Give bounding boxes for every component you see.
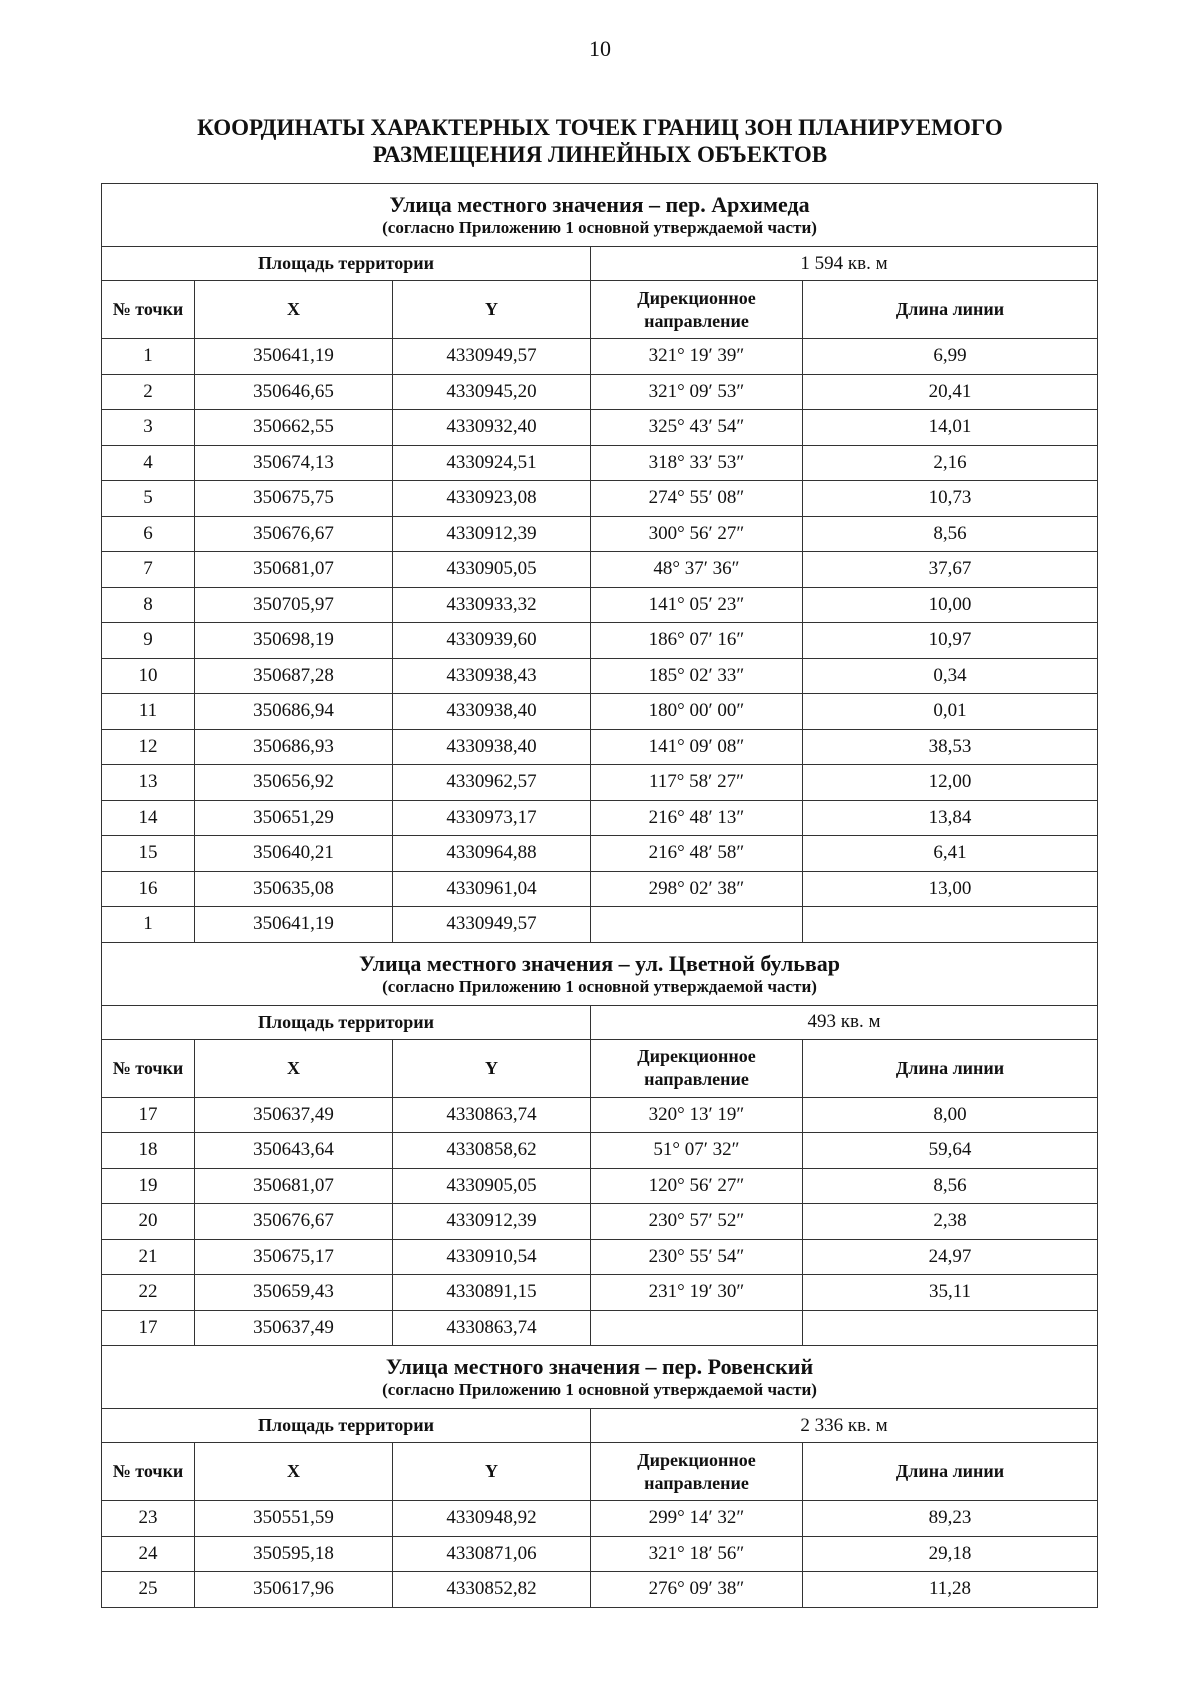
col-header-direction [591, 281, 803, 339]
line-length [803, 1310, 1098, 1346]
direction-angle: 321° 18′ 56″ [591, 1536, 803, 1572]
y-coordinate: 4330912,39 [393, 516, 591, 552]
direction-angle: 117° 58′ 27″ [591, 765, 803, 801]
y-coordinate: 4330948,92 [393, 1501, 591, 1537]
direction-angle: 185° 02′ 33″ [591, 658, 803, 694]
line-length: 20,41 [803, 374, 1098, 410]
direction-angle: 186° 07′ 16″ [591, 623, 803, 659]
direction-angle [591, 907, 803, 943]
point-number: 13 [102, 765, 195, 801]
y-coordinate: 4330912,39 [393, 1204, 591, 1240]
area-label: Площадь территории [102, 1005, 591, 1039]
y-coordinate: 4330932,40 [393, 410, 591, 446]
section-title: Улица местного значения – пер. Ровенский [385, 1354, 814, 1379]
point-number: 19 [102, 1168, 195, 1204]
section-heading-cell [102, 942, 1098, 1005]
y-coordinate: 4330863,74 [393, 1097, 591, 1133]
section-subtitle: (согласно Приложению 1 основной утверждаемой части) [382, 218, 817, 237]
line-length: 24,97 [803, 1239, 1098, 1275]
direction-angle: 120° 56′ 27″ [591, 1168, 803, 1204]
direction-angle: 321° 09′ 53″ [591, 374, 803, 410]
table-row [102, 410, 1098, 446]
table-row [102, 1275, 1098, 1311]
area-label: Площадь территории [102, 247, 591, 281]
section-header [102, 184, 1098, 247]
line-length: 6,41 [803, 836, 1098, 872]
table-row [102, 1536, 1098, 1572]
x-coordinate: 350659,43 [195, 1275, 393, 1311]
y-coordinate: 4330923,08 [393, 481, 591, 517]
direction-angle: 318° 33′ 53″ [591, 445, 803, 481]
table-row [102, 481, 1098, 517]
table-row [102, 871, 1098, 907]
col-header-point: № точки [102, 281, 195, 339]
direction-angle: 180° 00′ 00″ [591, 694, 803, 730]
col-header-direction-line-2: направление [644, 310, 749, 331]
point-number: 7 [102, 552, 195, 588]
point-number: 4 [102, 445, 195, 481]
table-row [102, 658, 1098, 694]
coordinates-table-body [102, 184, 1098, 1608]
direction-angle: 230° 55′ 54″ [591, 1239, 803, 1275]
y-coordinate: 4330933,32 [393, 587, 591, 623]
section-header [102, 1346, 1098, 1409]
point-number: 6 [102, 516, 195, 552]
x-coordinate: 350551,59 [195, 1501, 393, 1537]
col-header-x: X [195, 281, 393, 339]
col-header-direction-line-1: Дирекционное [637, 287, 756, 308]
column-header-row [102, 281, 1098, 339]
table-row [102, 339, 1098, 375]
x-coordinate: 350641,19 [195, 339, 393, 375]
x-coordinate: 350674,13 [195, 445, 393, 481]
x-coordinate: 350643,64 [195, 1133, 393, 1169]
y-coordinate: 4330938,40 [393, 694, 591, 730]
x-coordinate: 350635,08 [195, 871, 393, 907]
point-number: 20 [102, 1204, 195, 1240]
point-number: 5 [102, 481, 195, 517]
y-coordinate: 4330852,82 [393, 1572, 591, 1608]
col-header-direction-line-1: Дирекционное [637, 1046, 756, 1066]
table-row [102, 694, 1098, 730]
point-number: 15 [102, 836, 195, 872]
x-coordinate: 350640,21 [195, 836, 393, 872]
col-header-direction [591, 1039, 803, 1097]
point-number: 22 [102, 1275, 195, 1311]
x-coordinate: 350641,19 [195, 907, 393, 943]
line-length: 10,00 [803, 587, 1098, 623]
table-row [102, 445, 1098, 481]
point-number: 2 [102, 374, 195, 410]
line-length: 29,18 [803, 1536, 1098, 1572]
x-coordinate: 350698,19 [195, 623, 393, 659]
col-header-direction-line-1: Дирекционное [637, 1449, 756, 1470]
direction-angle: 320° 13′ 19″ [591, 1097, 803, 1133]
point-number: 24 [102, 1536, 195, 1572]
y-coordinate: 4330905,05 [393, 552, 591, 588]
y-coordinate: 4330924,51 [393, 445, 591, 481]
direction-angle: 216° 48′ 13″ [591, 800, 803, 836]
line-length: 37,67 [803, 552, 1098, 588]
y-coordinate: 4330949,57 [393, 339, 591, 375]
section-title: Улица местного значения – пер. Архимеда [389, 192, 810, 217]
section-subtitle: (согласно Приложению 1 основной утверждаемой части) [382, 1380, 817, 1399]
y-coordinate: 4330961,04 [393, 871, 591, 907]
area-row [102, 247, 1098, 281]
col-header-length: Длина линии [803, 1443, 1098, 1501]
point-number: 21 [102, 1239, 195, 1275]
direction-angle: 231° 19′ 30″ [591, 1275, 803, 1311]
direction-angle: 321° 19′ 39″ [591, 339, 803, 375]
table-row [102, 552, 1098, 588]
table-row [102, 1168, 1098, 1204]
table-row [102, 623, 1098, 659]
section-heading-cell [102, 184, 1098, 247]
x-coordinate: 350651,29 [195, 800, 393, 836]
document-title-line-2: РАЗМЕЩЕНИЯ ЛИНЕЙНЫХ ОБЪЕКТОВ [372, 142, 828, 167]
table-row [102, 1239, 1098, 1275]
point-number: 17 [102, 1310, 195, 1346]
line-length: 8,56 [803, 516, 1098, 552]
y-coordinate: 4330962,57 [393, 765, 591, 801]
line-length: 59,64 [803, 1133, 1098, 1169]
x-coordinate: 350687,28 [195, 658, 393, 694]
section-heading-cell [102, 1346, 1098, 1409]
page-number: 10 [589, 36, 611, 61]
area-row [102, 1005, 1098, 1039]
area-row [102, 1409, 1098, 1443]
line-length: 6,99 [803, 339, 1098, 375]
column-header-row [102, 1039, 1098, 1097]
col-header-length: Длина линии [803, 1039, 1098, 1097]
y-coordinate: 4330858,62 [393, 1133, 591, 1169]
y-coordinate: 4330871,06 [393, 1536, 591, 1572]
line-length: 13,84 [803, 800, 1098, 836]
col-header-y: Y [393, 1039, 591, 1097]
point-number: 18 [102, 1133, 195, 1169]
line-length: 0,34 [803, 658, 1098, 694]
x-coordinate: 350646,65 [195, 374, 393, 410]
direction-angle [591, 1310, 803, 1346]
direction-angle: 276° 09′ 38″ [591, 1572, 803, 1608]
x-coordinate: 350686,94 [195, 694, 393, 730]
y-coordinate: 4330964,88 [393, 836, 591, 872]
line-length: 8,00 [803, 1097, 1098, 1133]
x-coordinate: 350656,92 [195, 765, 393, 801]
section-header [102, 942, 1098, 1005]
point-number: 3 [102, 410, 195, 446]
col-header-y: Y [393, 1443, 591, 1501]
point-number: 25 [102, 1572, 195, 1608]
x-coordinate: 350676,67 [195, 516, 393, 552]
line-length [803, 907, 1098, 943]
line-length: 2,38 [803, 1204, 1098, 1240]
point-number: 17 [102, 1097, 195, 1133]
section-subtitle: (согласно Приложению 1 основной утверждаемой части) [382, 976, 817, 996]
table-row [102, 1133, 1098, 1169]
point-number: 23 [102, 1501, 195, 1537]
table-row [102, 907, 1098, 943]
point-number: 1 [102, 907, 195, 943]
line-length: 12,00 [803, 765, 1098, 801]
col-header-direction-line-2: направление [644, 1069, 749, 1089]
point-number: 12 [102, 729, 195, 765]
table-row [102, 374, 1098, 410]
line-length: 89,23 [803, 1501, 1098, 1537]
y-coordinate: 4330949,57 [393, 907, 591, 943]
line-length: 13,00 [803, 871, 1098, 907]
y-coordinate: 4330905,05 [393, 1168, 591, 1204]
point-number: 1 [102, 339, 195, 375]
column-header-row [102, 1443, 1098, 1501]
table-row [102, 1501, 1098, 1537]
y-coordinate: 4330938,43 [393, 658, 591, 694]
line-length: 8,56 [803, 1168, 1098, 1204]
table-row [102, 836, 1098, 872]
x-coordinate: 350675,75 [195, 481, 393, 517]
area-label: Площадь территории [102, 1409, 591, 1443]
col-header-point: № точки [102, 1039, 195, 1097]
x-coordinate: 350662,55 [195, 410, 393, 446]
x-coordinate: 350617,96 [195, 1572, 393, 1608]
point-number: 16 [102, 871, 195, 907]
x-coordinate: 350676,67 [195, 1204, 393, 1240]
x-coordinate: 350705,97 [195, 587, 393, 623]
table-row [102, 765, 1098, 801]
direction-angle: 48° 37′ 36″ [591, 552, 803, 588]
coordinates-table [101, 183, 1098, 1608]
line-length: 14,01 [803, 410, 1098, 446]
point-number: 14 [102, 800, 195, 836]
table-row [102, 1204, 1098, 1240]
y-coordinate: 4330910,54 [393, 1239, 591, 1275]
line-length: 11,28 [803, 1572, 1098, 1608]
point-number: 10 [102, 658, 195, 694]
col-header-x: X [195, 1039, 393, 1097]
point-number: 9 [102, 623, 195, 659]
line-length: 35,11 [803, 1275, 1098, 1311]
line-length: 0,01 [803, 694, 1098, 730]
col-header-point: № точки [102, 1443, 195, 1501]
direction-angle: 299° 14′ 32″ [591, 1501, 803, 1537]
col-header-direction-line-2: направление [644, 1472, 749, 1493]
col-header-y: Y [393, 281, 591, 339]
y-coordinate: 4330891,15 [393, 1275, 591, 1311]
x-coordinate: 350637,49 [195, 1310, 393, 1346]
col-header-direction [591, 1443, 803, 1501]
x-coordinate: 350686,93 [195, 729, 393, 765]
direction-angle: 216° 48′ 58″ [591, 836, 803, 872]
table-row [102, 516, 1098, 552]
col-header-length: Длина линии [803, 281, 1098, 339]
y-coordinate: 4330945,20 [393, 374, 591, 410]
x-coordinate: 350595,18 [195, 1536, 393, 1572]
direction-angle: 298° 02′ 38″ [591, 871, 803, 907]
x-coordinate: 350681,07 [195, 552, 393, 588]
y-coordinate: 4330938,40 [393, 729, 591, 765]
direction-angle: 230° 57′ 52″ [591, 1204, 803, 1240]
point-number: 11 [102, 694, 195, 730]
y-coordinate: 4330863,74 [393, 1310, 591, 1346]
direction-angle: 141° 05′ 23″ [591, 587, 803, 623]
line-length: 10,97 [803, 623, 1098, 659]
direction-angle: 51° 07′ 32″ [591, 1133, 803, 1169]
line-length: 2,16 [803, 445, 1098, 481]
line-length: 38,53 [803, 729, 1098, 765]
x-coordinate: 350675,17 [195, 1239, 393, 1275]
y-coordinate: 4330973,17 [393, 800, 591, 836]
table-row [102, 1097, 1098, 1133]
x-coordinate: 350681,07 [195, 1168, 393, 1204]
table-row [102, 1310, 1098, 1346]
table-row [102, 729, 1098, 765]
area-value: 493 кв. м [591, 1005, 1098, 1039]
direction-angle: 274° 55′ 08″ [591, 481, 803, 517]
document-title-line-1: КООРДИНАТЫ ХАРАКТЕРНЫХ ТОЧЕК ГРАНИЦ ЗОН ПЛАНИРУЕМОГО [197, 115, 1003, 140]
table-row [102, 1572, 1098, 1608]
table-row [102, 800, 1098, 836]
line-length: 10,73 [803, 481, 1098, 517]
direction-angle: 141° 09′ 08″ [591, 729, 803, 765]
col-header-x: X [195, 1443, 393, 1501]
section-title: Улица местного значения – ул. Цветной бульвар [358, 950, 841, 976]
x-coordinate: 350637,49 [195, 1097, 393, 1133]
y-coordinate: 4330939,60 [393, 623, 591, 659]
point-number: 8 [102, 587, 195, 623]
area-value: 1 594 кв. м [591, 247, 1098, 281]
document-title [100, 114, 1100, 168]
area-value: 2 336 кв. м [591, 1409, 1098, 1443]
direction-angle: 300° 56′ 27″ [591, 516, 803, 552]
direction-angle: 325° 43′ 54″ [591, 410, 803, 446]
table-row [102, 587, 1098, 623]
